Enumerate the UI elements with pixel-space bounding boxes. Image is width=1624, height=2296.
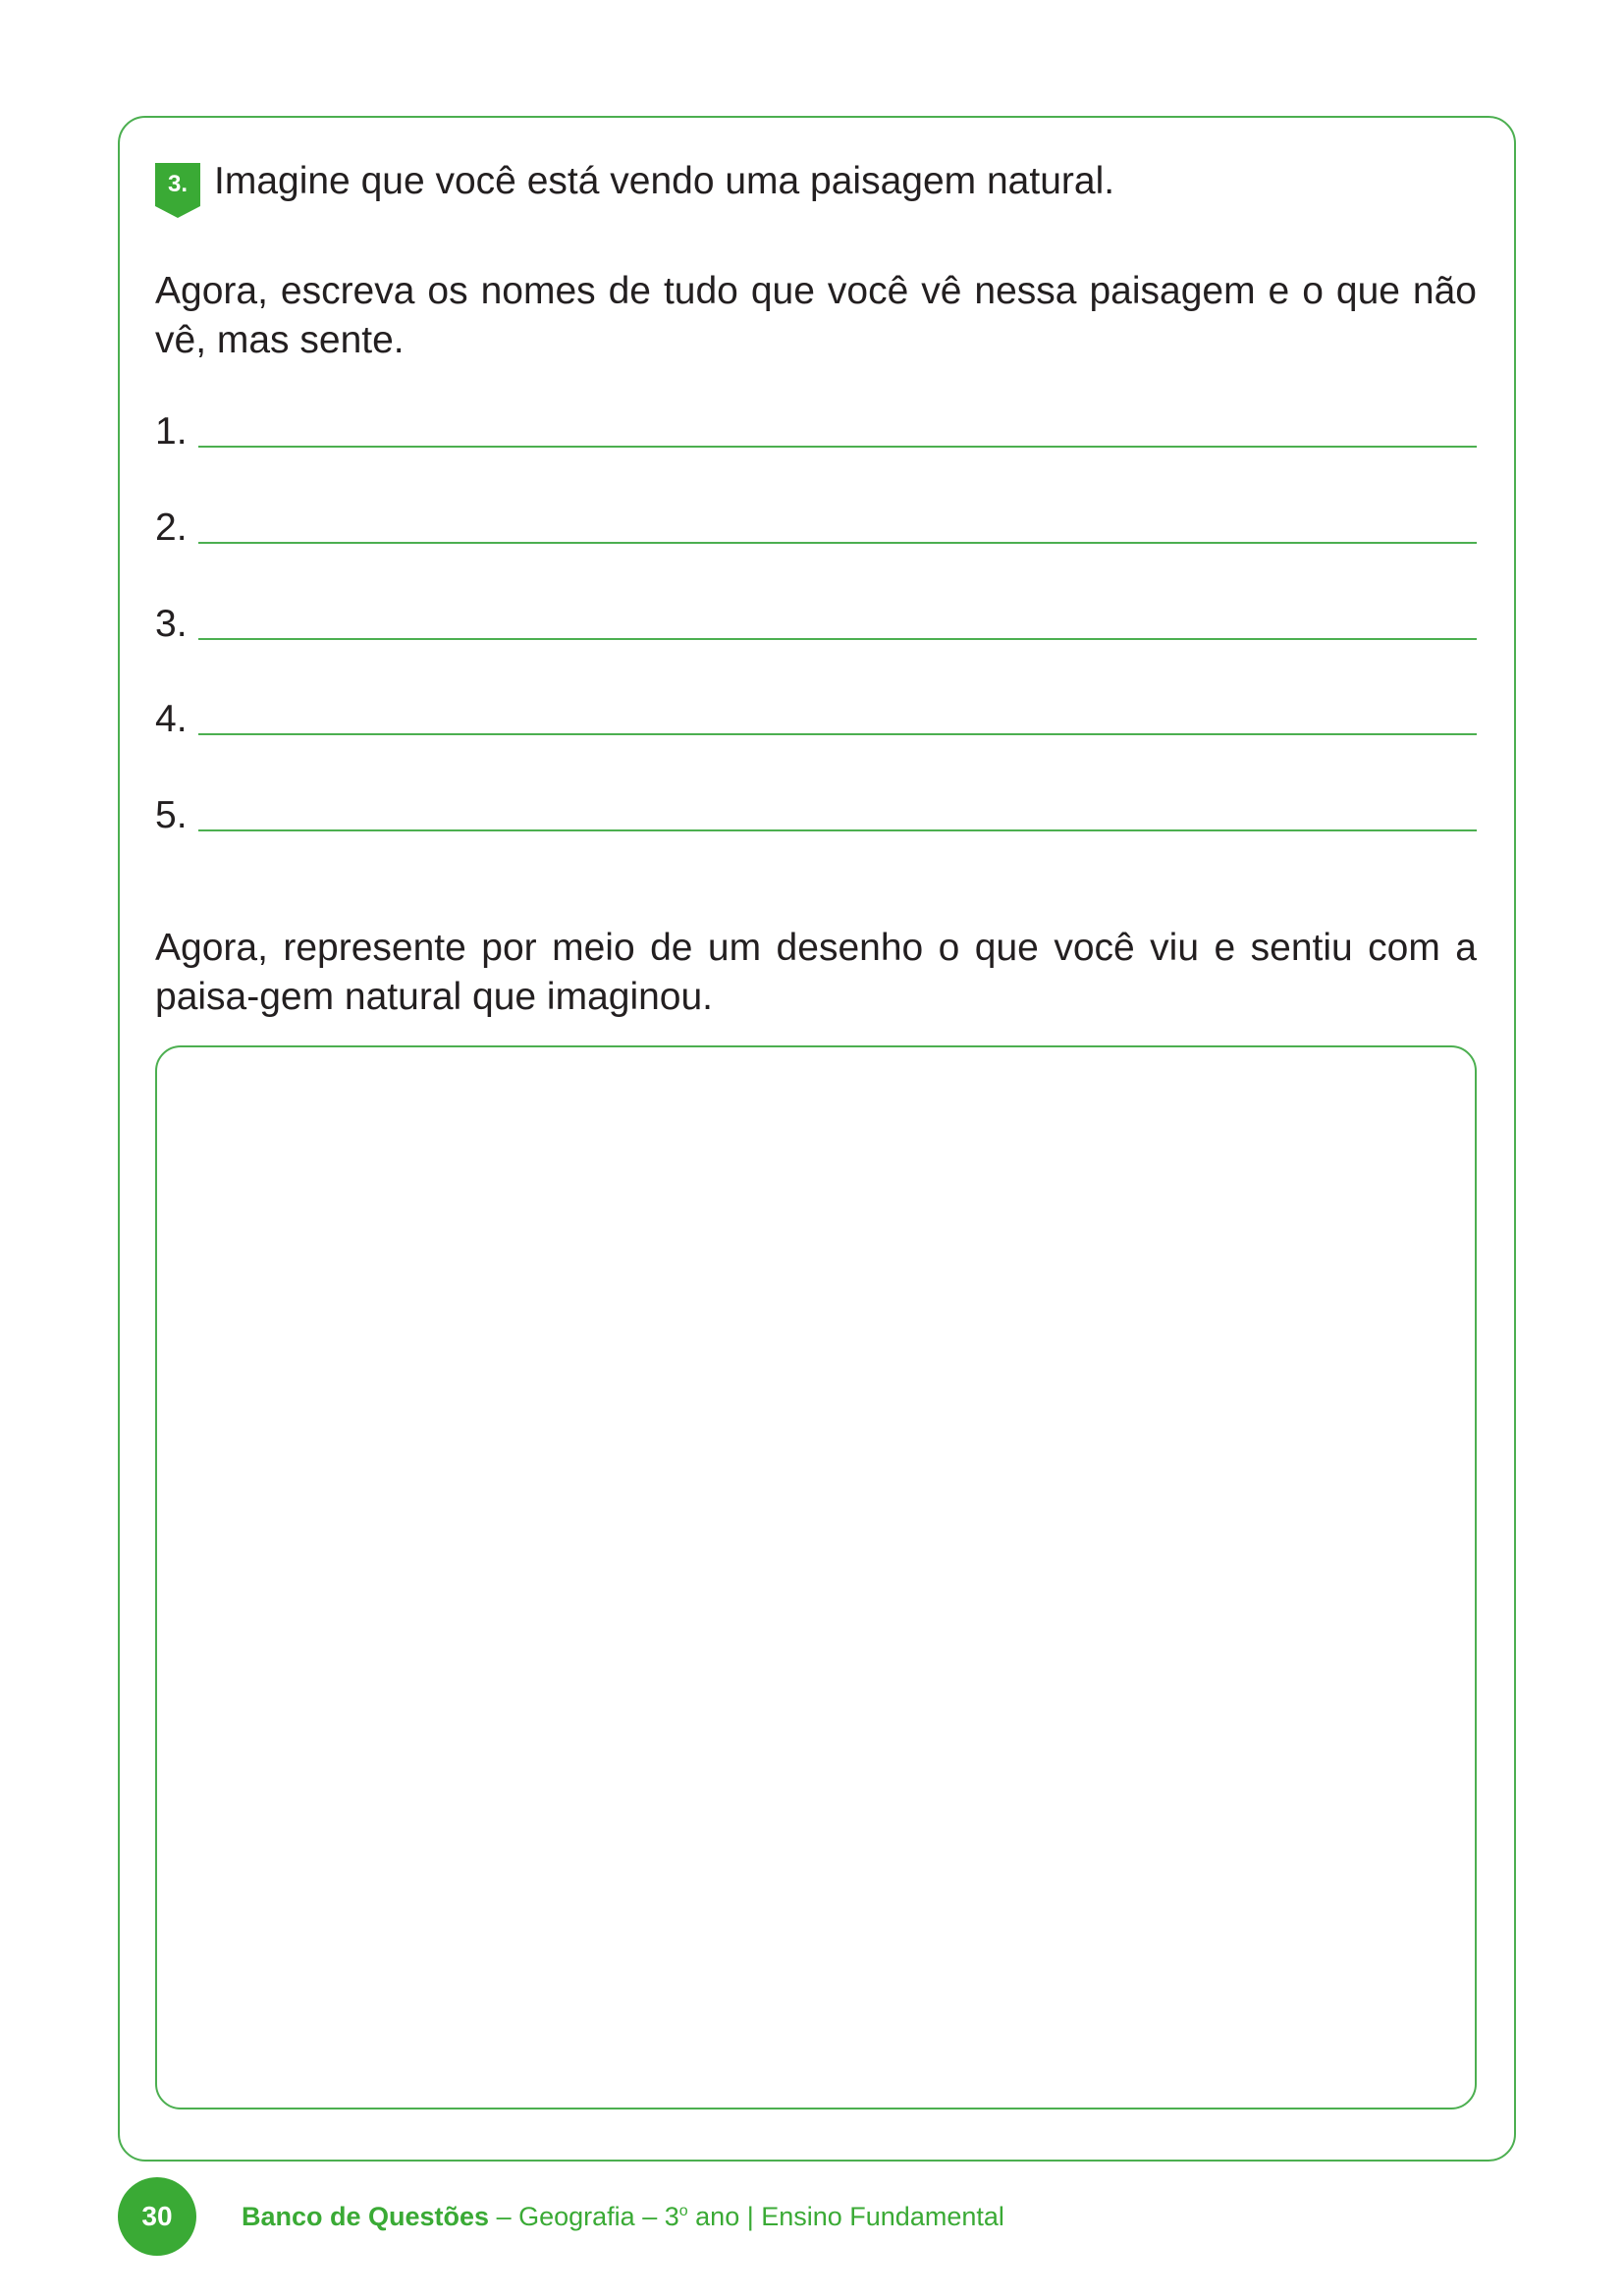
answer-rule[interactable] — [198, 637, 1477, 640]
footer-separator: – — [634, 2201, 665, 2231]
question-prompt: Imagine que você está vendo uma paisagem natural. — [214, 160, 1115, 202]
answer-line-label: 1. — [155, 410, 188, 453]
answer-rule[interactable] — [198, 541, 1477, 544]
footer-separator: – — [489, 2201, 519, 2231]
footer-subject: Geografia — [518, 2201, 635, 2231]
answer-rule[interactable] — [198, 445, 1477, 448]
answer-line-5[interactable] — [155, 788, 1477, 837]
footer-book-title: Banco de Questões — [242, 2201, 490, 2231]
question-number-badge: 3. — [155, 163, 200, 206]
answer-rule[interactable] — [198, 828, 1477, 831]
answer-line-2[interactable] — [155, 501, 1477, 550]
answer-line-label: 2. — [155, 507, 188, 549]
answer-line-label: 4. — [155, 698, 188, 740]
page-footer — [118, 2177, 1004, 2256]
answer-line-1[interactable] — [155, 404, 1477, 454]
question-header — [155, 157, 1114, 206]
answer-line-3[interactable] — [155, 597, 1477, 646]
drawing-area[interactable] — [155, 1045, 1477, 2109]
footer-grade-suffix: ano | Ensino Fundamental — [687, 2201, 1004, 2231]
instruction-write: Agora, escreva os nomes de tudo que você vê nessa paisagem e o que não vê, mas sente. — [155, 270, 1477, 361]
footer-grade-ordinal: o — [678, 2202, 688, 2219]
answer-line-label: 3. — [155, 603, 188, 645]
answer-line-4[interactable] — [155, 692, 1477, 741]
instruction-draw: Agora, represente por meio de um desenho o que você viu e sentiu com a paisa-gem natural que imaginou. — [155, 927, 1477, 1018]
page-number: 30 — [118, 2177, 196, 2256]
footer-grade-number: 3 — [664, 2201, 679, 2231]
footer-text — [242, 2202, 1004, 2232]
answer-line-label: 5. — [155, 794, 188, 836]
answer-rule[interactable] — [198, 732, 1477, 735]
